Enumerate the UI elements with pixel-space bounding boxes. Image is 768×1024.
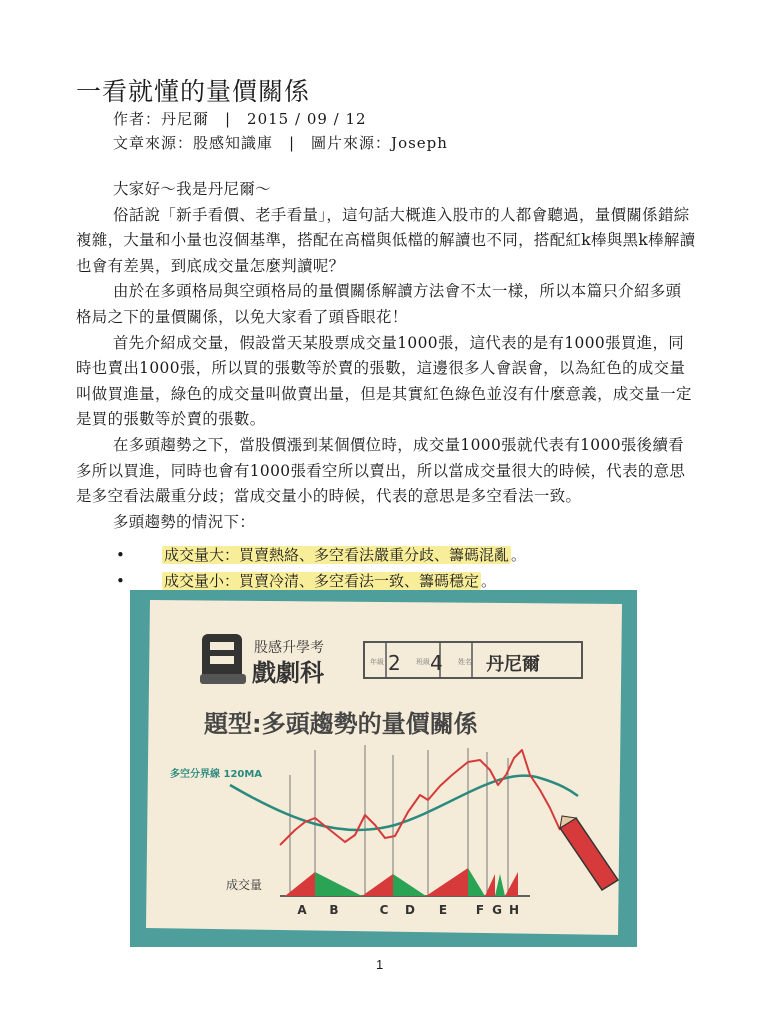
header-small: 股感升學考 — [254, 640, 324, 656]
point-label-d: D — [405, 903, 415, 917]
source-line: 文章來源：股感知識庫 | 圖片來源：Joseph — [113, 134, 448, 152]
point-label-b: B — [329, 903, 339, 917]
page-number: 1 — [376, 957, 384, 972]
point-label-c: C — [379, 903, 389, 917]
paragraph: 俗話說「新手看價、老手看量」，這句話大概進入股市的人都會聽過，量價關係錯綜複雜，大量和小量也沒個基準，搭配在高檔與低檔的解讀也不同，搭配紅k棒與黑k棒解讀也會有差異，到底成交量怎麼判讀呢？ — [76, 205, 696, 275]
author-date-line: 作者：丹尼爾 | 2015 / 09 / 12 — [113, 110, 367, 128]
article-title: 一看就懂的量價關係 — [76, 77, 311, 106]
article-body — [76, 177, 696, 535]
class-value: 4 — [430, 651, 443, 675]
class-label: 班級 — [416, 658, 430, 666]
bullet-tail: 。 — [481, 572, 497, 590]
highlighted-text: 成交量小：買賣冷清、多空看法一致、籌碼穩定 — [164, 572, 480, 590]
name-label: 姓名 — [458, 658, 472, 666]
point-label-g: G — [492, 903, 502, 917]
highlighted-text: 成交量大：買賣熱絡、多空看法嚴重分歧、籌碼混亂 — [164, 546, 510, 564]
chart-heading: 題型:多頭趨勢的量價關係 — [204, 710, 478, 738]
grade-label: 年級 — [370, 658, 384, 666]
paragraph: 由於在多頭格局與空頭格局的量價關係解讀方法會不太一樣，所以本篇只介紹多頭格局之下的量價關係，以免大家看了頭昏眼花！ — [76, 282, 682, 326]
header-big: 戲劇科 — [252, 659, 324, 687]
book-logo-icon — [200, 634, 246, 684]
paragraph: 首先介紹成交量，假設當天某股票成交量1000張，這代表的是有1000張買進，同時也賣出1000張，所以買的張數等於賣的張數，這邊很多人會誤會，以為紅色的成交量叫做買進量，綠色的成交量叫做賣出量，但是其實紅色綠色並沒有什麼意義，成交量一定是買的張數等於賣的張數。 — [76, 333, 692, 429]
volume-label: 成交量 — [226, 878, 263, 892]
ma-label: 多空分界線 120MA — [170, 769, 263, 780]
greeting-paragraph: 大家好～我是丹尼爾～ — [113, 180, 271, 198]
bullet-item — [116, 570, 496, 591]
point-label-e: E — [438, 903, 448, 917]
point-label-f: F — [475, 903, 485, 917]
paragraph: 多頭趨勢的情況下： — [113, 512, 256, 531]
bullet-tail: 。 — [511, 546, 527, 564]
bullet-dot: • — [116, 572, 125, 590]
grade-value: 2 — [388, 651, 401, 675]
point-label-h: H — [508, 903, 520, 917]
bullet-dot: • — [116, 546, 125, 564]
paragraph: 在多頭趨勢之下，當股價漲到某個價位時，成交量1000張就代表有1000張後續看多所以買進，同時也會有1000張看空所以賣出，所以當成交量很大的時候，代表的意思是多空看法嚴重分歧；當成交量小的時候，代表的意思是多空看法一致。 — [76, 435, 686, 506]
bullet-item — [116, 544, 526, 565]
volume-price-illustration — [130, 590, 637, 947]
point-label-a: A — [297, 903, 307, 917]
name-value: 丹尼爾 — [486, 654, 540, 675]
